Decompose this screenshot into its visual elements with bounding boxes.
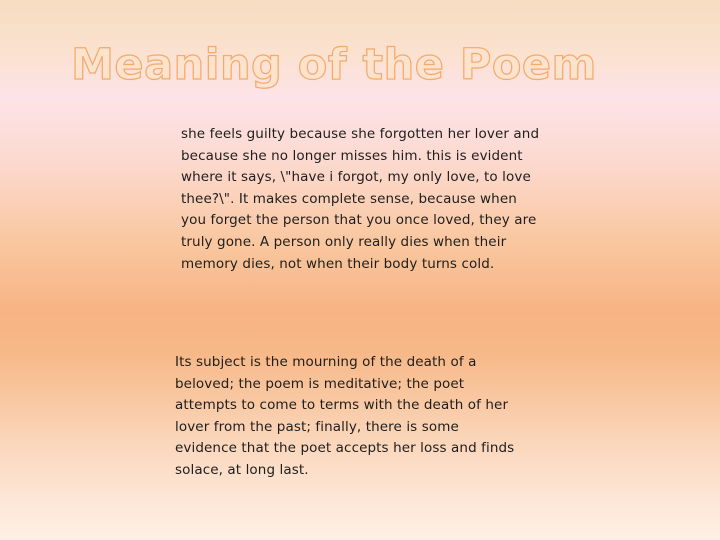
paragraph-guilt: she feels guilty because she forgotten her lover and because she no longer misses him. this is evident where it says, \"have i forgot, my only love, to love thee?\". It makes complete sense, because when you forget the person that you once loved, they are truly gone. A person only really dies when their memory dies, not when their body turns cold.	[181, 126, 540, 272]
slide-title: Meaning of the Poem	[71, 40, 597, 90]
paragraph-subject: Its subject is the mourning of the death of a beloved; the poem is meditative; the poet attempts to come to terms with the death of her lover from the past; finally, there is some evidence that the poet accepts her loss and finds solace, at long last.	[175, 354, 515, 478]
